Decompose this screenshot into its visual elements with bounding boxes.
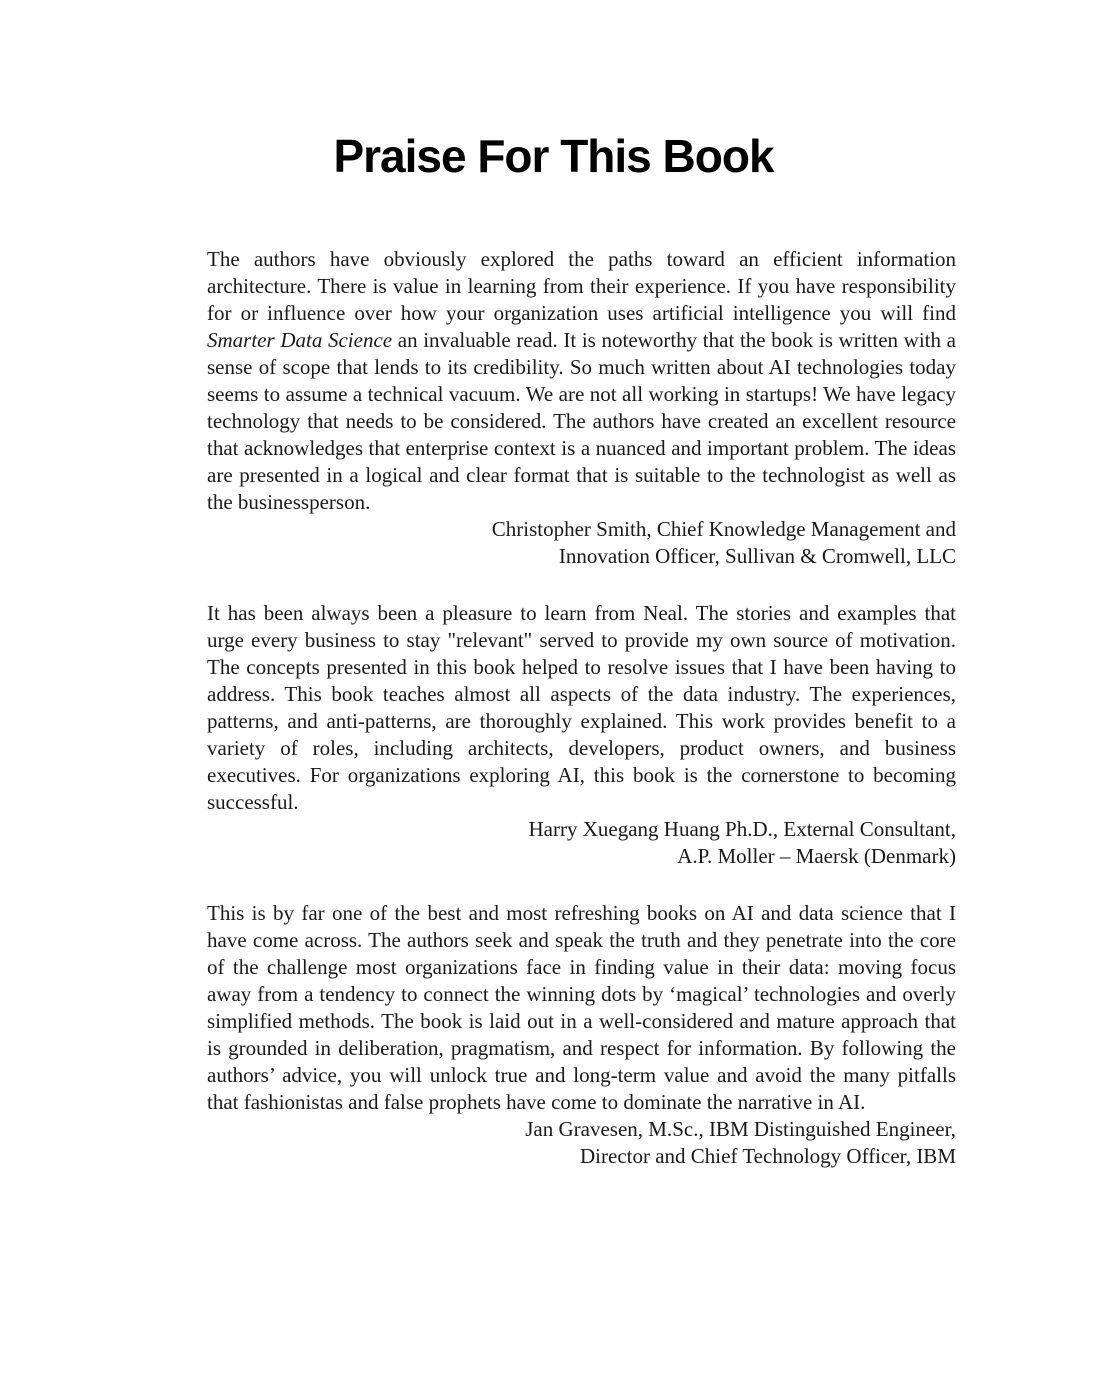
testimonials-section [207, 246, 956, 1200]
attribution-line: Harry Xuegang Huang Ph.D., External Consultant, [528, 817, 956, 841]
testimonial-quote [207, 246, 956, 516]
testimonial-smith [207, 246, 956, 570]
testimonial-quote: It has been always been a pleasure to learn from Neal. The stories and examples that urge every business to stay "relevant" served to provide my own source of motivation. The concepts presented in this book helped to resolve issues that I have been having to address. This book teaches almost all aspects of the data industry. The experiences, patterns, and anti-patterns, are thoroughly explained. This work provides benefit to a variety of roles, including architects, developers, product owners, and business executives. For organizations exploring AI, this book is the cornerstone to becoming successful. [207, 601, 956, 814]
testimonial-attribution [207, 516, 956, 570]
testimonial-attribution [207, 816, 956, 870]
attribution-line: Jan Gravesen, M.Sc., IBM Distinguished Engineer, [525, 1117, 956, 1141]
attribution-line: Director and Chief Technology Officer, IBM [580, 1144, 956, 1168]
testimonial-attribution [207, 1116, 956, 1170]
quote-text: an invaluable read. It is noteworthy that the book is written with a sense of scope that lends to its credibility. So much written about AI technologies today seems to assume a technical vacuum. We are not all working in startups! We have legacy technology that needs to be considered. The authors have created an excellent resource that acknowledges that enterprise context is a nuanced and important problem. The ideas are presented in a logical and clear format that is suitable to the technologist as well as the businessperson. [207, 328, 956, 514]
testimonial-huang [207, 600, 956, 870]
attribution-line: Innovation Officer, Sullivan & Cromwell, LLC [558, 544, 956, 568]
testimonial-quote: This is by far one of the best and most refreshing books on AI and data science that I have come across. The authors seek and speak the truth and they penetrate into the core of the challenge most organizations face in finding value in their data: moving focus away from a tendency to connect the winning dots by ‘magical’ technologies and overly simplified methods. The book is laid out in a well-considered and mature approach that is grounded in deliberation, pragmatism, and respect for information. By following the authors’ advice, you will unlock true and long-term value and avoid the many pitfalls that fashionistas and false prophets have come to dominate the narrative in AI. [207, 901, 956, 1114]
page-title: Praise For This Book [333, 130, 774, 182]
book-title-italic: Smarter Data Science [207, 328, 393, 352]
quote-text: The authors have obviously explored the paths toward an efficient information architecture. There is value in learning from their experience. If you have responsibility for or influence over how your organization uses artificial intelligence you will find [207, 247, 956, 325]
attribution-line: A.P. Moller – Maersk (Denmark) [677, 844, 956, 868]
testimonial-gravesen [207, 900, 956, 1170]
attribution-line: Christopher Smith, Chief Knowledge Management and [491, 517, 956, 541]
